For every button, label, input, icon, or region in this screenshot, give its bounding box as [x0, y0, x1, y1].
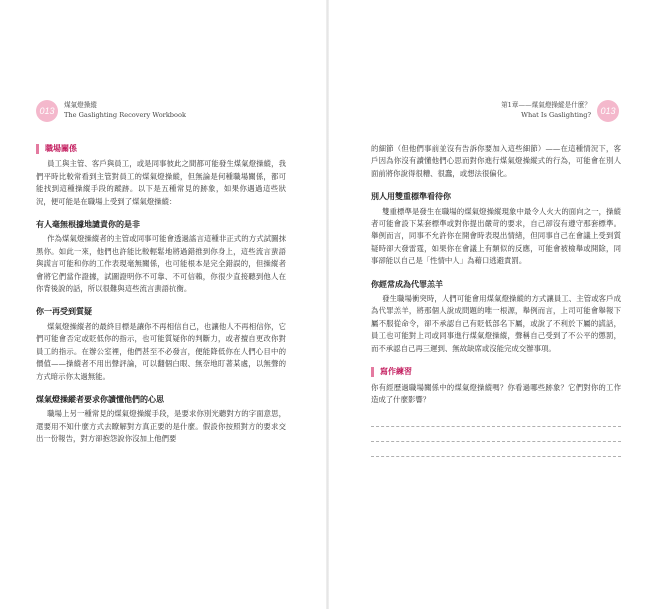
paragraph-2: 煤氣燈操縱者的最終目標是讓你不再相信自己，也讓他人不再相信你，它們可能會否定或貶低你的指示，也可能質疑你的判斷力，或者擅自更改你對員工的指示。在辦公室裡，他們甚至不必發言，便能降低你在人們心目中的價值——操縱者不用出聲評論，可以翻個白眼、無奈地盯著某處，以無聲的方式暗示你太過無能。	[36, 321, 286, 381]
writing-line[interactable]	[371, 427, 621, 442]
page-number-badge: 013	[597, 100, 619, 122]
page-number-badge: 013	[36, 100, 58, 122]
writing-lines	[371, 412, 621, 457]
paragraph-1: 作為煤氣燈操縱者的主管或同事可能會透過謠言這種非正式的方式試圖抹黑你。如此一來，他們也許能比較輕鬆地將過錯推到你身上，這些流言蜚語與謊言可能和你的工作表現毫無關係，也可能根本是完全錯誤的，但操縱者會將它們當作證據，試圖證明你不可靠、不可信賴，你很少直接聽到他人在你背後說的話，所以很難與這些流言蜚語抗衡。	[36, 234, 286, 294]
right-page	[328, 0, 655, 609]
header-chapter: 第1章——煤氣燈操縱是什麼？	[501, 101, 591, 109]
writing-line[interactable]	[371, 442, 621, 457]
right-content	[371, 143, 621, 457]
section-title: 職場關係	[45, 144, 77, 153]
subheading-2: 你一再受到質疑	[36, 307, 92, 317]
subheading-5: 你經常成為代罪羔羊	[371, 279, 443, 289]
section-marker	[371, 367, 374, 377]
paragraph-3: 職場上另一種常見的煤氣燈操縱手段，是要求你別光聽對方的字面意思，還要用不知什麼方式去瞭解對方真正要的是什麼。假設你按照對方的要求交出一份報告，對方卻抱怨說你沒加上他們要	[36, 409, 286, 444]
section-title: 寫作練習	[380, 367, 412, 377]
header-chapter-english: What Is Gaslighting?	[521, 111, 591, 119]
left-content	[36, 143, 286, 446]
paragraph-5: 發生職場衝突時，人們可能會用煤氣燈操縱的方式讓員工、主管或客戶成為代罪羔羊，將那個人說成問題的唯一根源，舉例而言，上司可能會舉報下屬不服從命令，卻不承認自己有貶低部名下屬，或說了不利於下屬的謊話，員工也可能對上司或同事進行煤氣燈操縱，聲稱自己受到了不公平的懲罰，而不承認自己再三遲到、無故缺席或沒能完成交辦事項。	[371, 294, 621, 353]
section-heading	[36, 143, 286, 155]
subheading-3: 煤氣燈操縱者要求你讀懂他們的心思	[36, 394, 164, 404]
section-marker	[36, 144, 39, 154]
running-header	[501, 100, 591, 120]
header-title: 煤氣燈操縱	[64, 101, 97, 109]
section-heading	[371, 366, 621, 378]
exercise-prompt: 你有經歷過職場關係中的煤氣燈操縱嗎？你看過哪些跡象？它們對你的工作造成了什麼影響？	[371, 382, 621, 404]
writing-line[interactable]	[371, 412, 621, 427]
left-page	[0, 0, 327, 609]
paragraph-4: 雙重標準是發生在職場的煤氣燈操縱現象中最令人火大的面向之一，操縱者可能會設下某套標準或對你提出嚴苛的要求，自己卻沒有遵守那套標準。舉例而言，同事不允許你在開會時表現出情緒，但同事自己在會議上受到質疑時卻大發雷霆，如果你在會議上有類似的反應，可能會被檢舉或開除，同事卻能以自己是「性情中人」為藉口逃避責罰。	[371, 206, 621, 266]
continuation-paragraph: 的細節（但他們事前並沒有告訴你要加入這些細節）——在這種情況下，客戶因為你沒有讀懂他們心思而對你進行煤氣燈操縱式的行為，可能會在別人面前將你說得很糟、很蠢，或想法很偏化。	[371, 144, 621, 178]
subheading-1: 有人毫無根據地譴責你的是非	[36, 220, 140, 230]
running-header	[64, 100, 186, 120]
intro-paragraph: 員工與主管、客戶與員工，或是同事彼此之間都可能發生煤氣燈操縱，我們平時比較常看到主管對員工的煤氣燈操縱，但無論是何種職場關係，都可能找到這種操縱手段的蹤跡。以下是五種常見的跡象，如果你遇過這些狀況，便可能是在職場上受到了煤氣燈操縱：	[36, 159, 286, 206]
subheading-4: 別人用雙重標準看待你	[371, 192, 451, 202]
header-subtitle: The Gaslighting Recovery Workbook	[64, 111, 186, 119]
